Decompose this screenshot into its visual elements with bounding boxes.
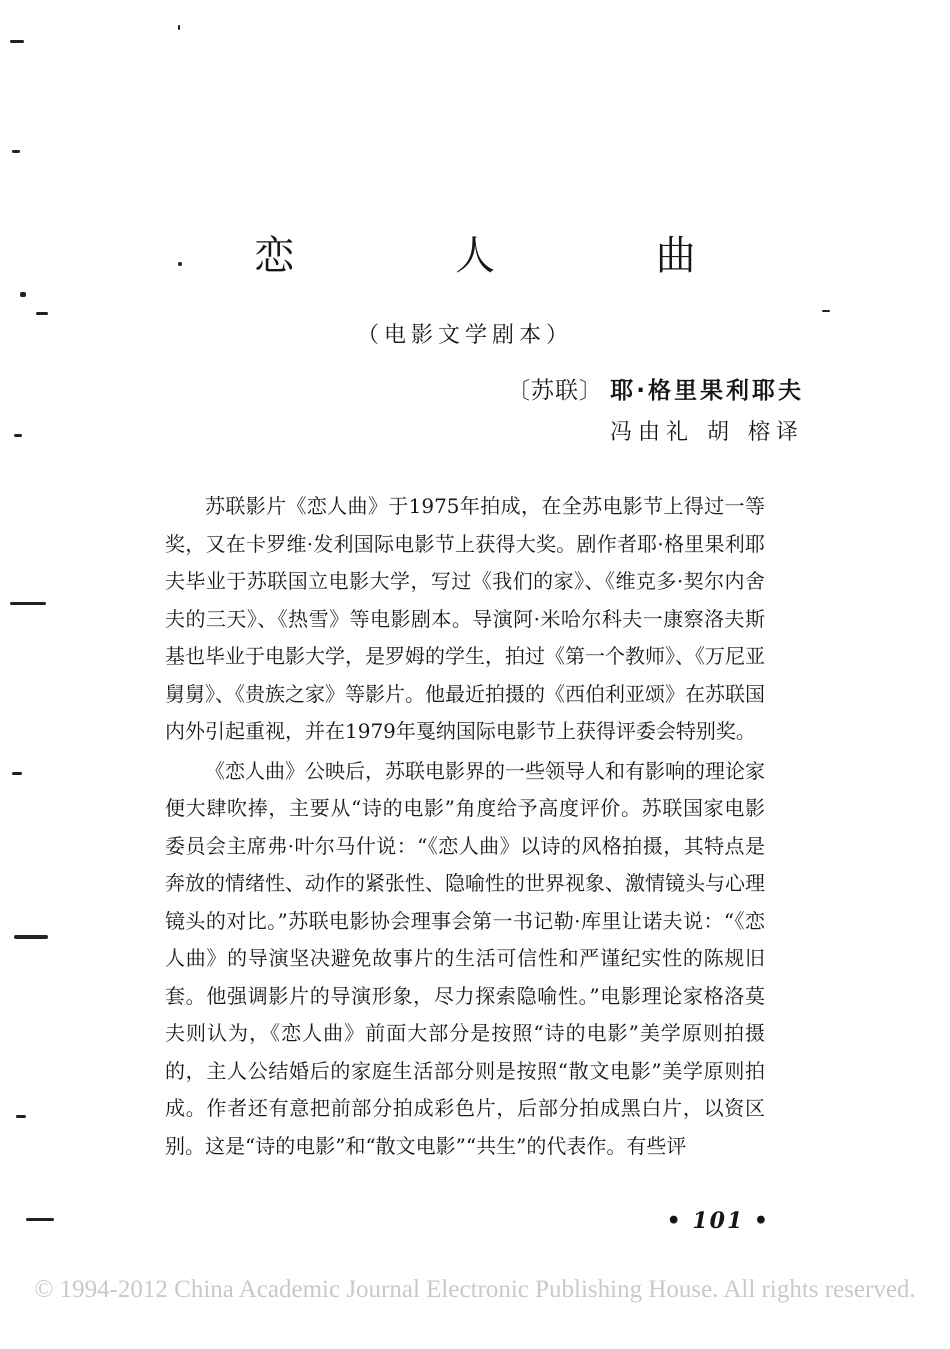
scan-speck [12,772,22,775]
article-title: 恋 人 曲 [254,233,770,279]
translators: 冯由礼 胡 榕译 [610,420,804,445]
copyright-watermark: © 1994-2012 China Academic Journal Electronic Publishing House. All rights reserved. [34,1276,916,1303]
scan-speck [822,310,830,312]
scan-speck [14,935,48,939]
author-name: 耶·格里果利耶夫 [610,378,804,404]
scan-speck [14,434,22,437]
scan-speck [178,262,182,266]
scan-speck [178,25,180,30]
author-country: 〔苏联〕 [506,378,603,404]
scan-speck [36,312,48,315]
page-number: • 101 • [666,1208,770,1234]
scan-speck [10,602,46,605]
author-line [507,374,804,408]
article-body [165,488,765,1167]
paragraph: 《恋人曲》公映后，苏联电影界的一些领导人和有影响的理论家便大肆吹捧，主要从“诗的电影”角度给予高度评价。苏联国家电影委员会主席弗·叶尔马什说：“《恋人曲》以诗的风格拍摄，其特点是奔放的情绪性、动作的紧张性、隐喻性的世界视象、激情镜头与心理镜头的对比。”苏联电影协会理事会第一书记勒·库里让诺夫说：“《恋人曲》的导演坚决避免故事片的生活可信性和严谨纪实性的陈规旧套。他强调影片的导演形象，尽力探索隐喻性。”电影理论家格洛莫夫则认为，《恋人曲》前面大部分是按照“诗的电影”美学原则拍摄的，主人公结婚后的家庭生活部分则是按照“散文电影”美学原则拍成。作者还有意把前部分拍成彩色片，后部分拍成黑白片，以资区别。这是“诗的电影”和“散文电影”“共生”的代表作。有些评 [165,758,765,1158]
scan-speck [20,292,26,297]
paragraph: 苏联影片《恋人曲》于1975年拍成，在全苏电影节上得过一等奖，又在卡罗维·发利国际电影节上获得大奖。剧作者耶·格里果利耶夫毕业于苏联国立电影大学，写过《我们的家》、《维克多·契尔内舍夫的三天》、《热雪》等电影剧本。导演阿·米哈尔科夫一康察洛夫斯基也毕业于电影大学，是罗姆的学生，拍过《第一个教师》、《万尼亚舅舅》、《贵族之家》等影片。他最近拍摄的《西伯利亚颂》在苏联国内外引起重视，并在1979年戛纳国际电影节上获得评委会特别奖。 [165,494,765,743]
scan-speck [10,40,24,43]
scan-speck [12,150,20,153]
scan-speck [26,1218,54,1221]
article-subtitle: （电影文学剧本） [356,323,573,348]
scan-speck [16,1115,26,1118]
